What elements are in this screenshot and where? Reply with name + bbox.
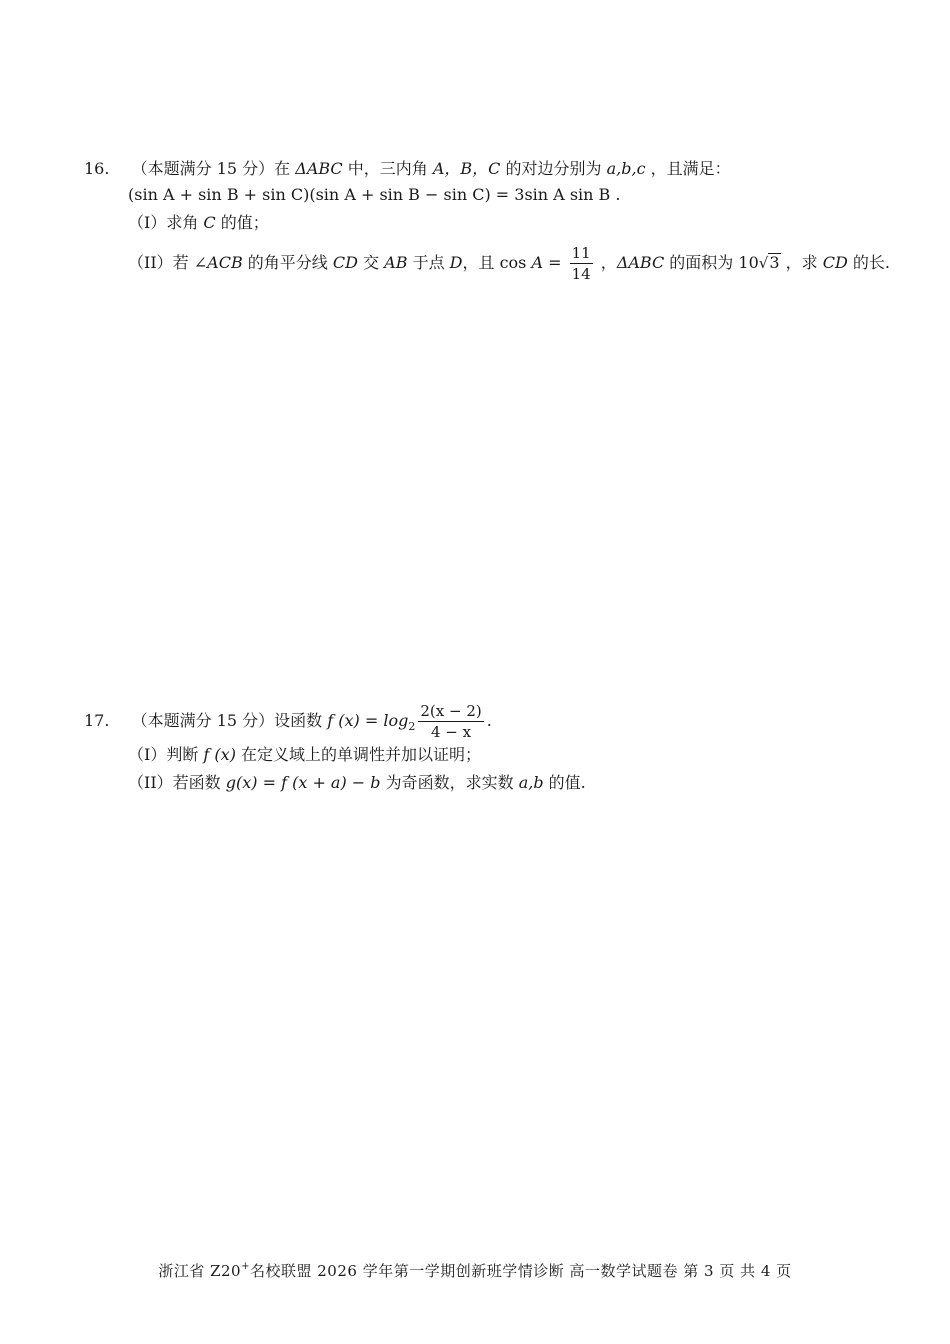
q17-part2 [128, 772, 586, 794]
q17-end-dot: . [486, 711, 492, 730]
q16-part2-triangle: ΔABC [616, 253, 665, 272]
q17-fraction [418, 702, 483, 741]
page-footer [0, 1257, 950, 1281]
q16-cos-denominator: 14 [571, 265, 591, 283]
q16-intro-c: 的对边分别为 [500, 159, 607, 178]
q16-part2-text-g: 的面积为 10 [664, 253, 759, 272]
q16-part1-label: （I） [128, 213, 167, 232]
q16-part2-label: （II） [128, 253, 173, 272]
footer-pre: 浙江省 Z20 [158, 1262, 242, 1280]
q17-log-base: 2 [408, 720, 416, 733]
q16-equation-text: (sin A + sin B + sin C)(sin A + sin B − sin C) = 3sin A sin B . [128, 185, 621, 204]
q16-part1-text-b: 的值； [215, 213, 269, 232]
q16-cos-fraction [570, 244, 593, 283]
q16-part2-cd-2: CD [822, 253, 848, 272]
q17-part2-text-c: 的值. [543, 773, 586, 792]
q16-part2-text-i: 的长. [847, 253, 890, 272]
q16-sqrt-radicand: 3 [769, 253, 780, 272]
q16-part2-text-f: ， [595, 253, 617, 272]
q17-f-def: f (x) = log [327, 711, 409, 730]
footer-sup: + [241, 1261, 250, 1272]
q16-part2-ab: AB [384, 253, 408, 272]
q17-frac-numerator: 2(x − 2) [420, 702, 482, 720]
q16-part2 [128, 244, 890, 283]
q16-intro-d: ，且满足： [645, 159, 731, 178]
footer-post: 名校联盟 2026 学年第一学期创新班学情诊断 高一数学试题卷 第 3 页 共 4 页 [249, 1262, 792, 1280]
q16-intro-b: 中，三内角 [342, 159, 433, 178]
q17-intro-a: （本题满分 15 分）设函数 [131, 711, 328, 730]
q17-part2-text-a: 若函数 [172, 773, 226, 792]
q16-part2-text-b: 的角平分线 [242, 253, 333, 272]
q16-part2-equals: = [543, 253, 567, 272]
q16-number: 16. [84, 159, 110, 178]
q16-cos-numerator: 11 [571, 244, 591, 262]
q17-part2-label: （II） [128, 773, 173, 792]
sqrt-sign-icon: √ [758, 254, 769, 272]
q16-part2-text-a: 若 [172, 253, 194, 272]
q17-part1-text-a: 判断 [166, 745, 204, 764]
q16-part2-cd: CD [332, 253, 358, 272]
q16-angle-vars: A，B，C [432, 159, 501, 178]
q17-part2-equation: g(x) = f (x + a) − b [225, 773, 381, 792]
q17-number: 17. [84, 711, 110, 730]
q16-part2-text-d: 于点 [407, 253, 450, 272]
q16-part1-text-a: 求角 [166, 213, 204, 232]
q16-intro-line [84, 158, 731, 180]
q16-part2-var-a: A [531, 253, 544, 272]
q16-triangle: ΔABC [295, 159, 343, 178]
q17-intro-line [84, 702, 492, 741]
q17-part1 [128, 744, 481, 766]
q16-part1-var: C [203, 213, 216, 232]
q17-part2-text-b: 为奇函数，求实数 [380, 773, 519, 792]
q17-part2-vars: a,b [518, 773, 544, 792]
q16-side-vars: a,b,c [606, 159, 646, 178]
q16-part2-text-h: ，求 [780, 253, 823, 272]
q17-part1-fx: f (x) [203, 745, 236, 764]
q16-part2-text-e: ，且 cos [462, 253, 532, 272]
q16-equation [128, 184, 620, 206]
q16-intro-a: （本题满分 15 分）在 [131, 159, 296, 178]
q17-part1-text-b: 在定义域上的单调性并加以证明； [235, 745, 482, 764]
q16-part2-angle: ∠ACB [193, 253, 243, 272]
q17-frac-denominator: 4 − x [430, 723, 472, 741]
q16-part1 [128, 212, 269, 234]
q16-part2-text-c: 交 [357, 253, 385, 272]
q16-part2-point-d: D [449, 253, 463, 272]
q17-part1-label: （I） [128, 745, 167, 764]
